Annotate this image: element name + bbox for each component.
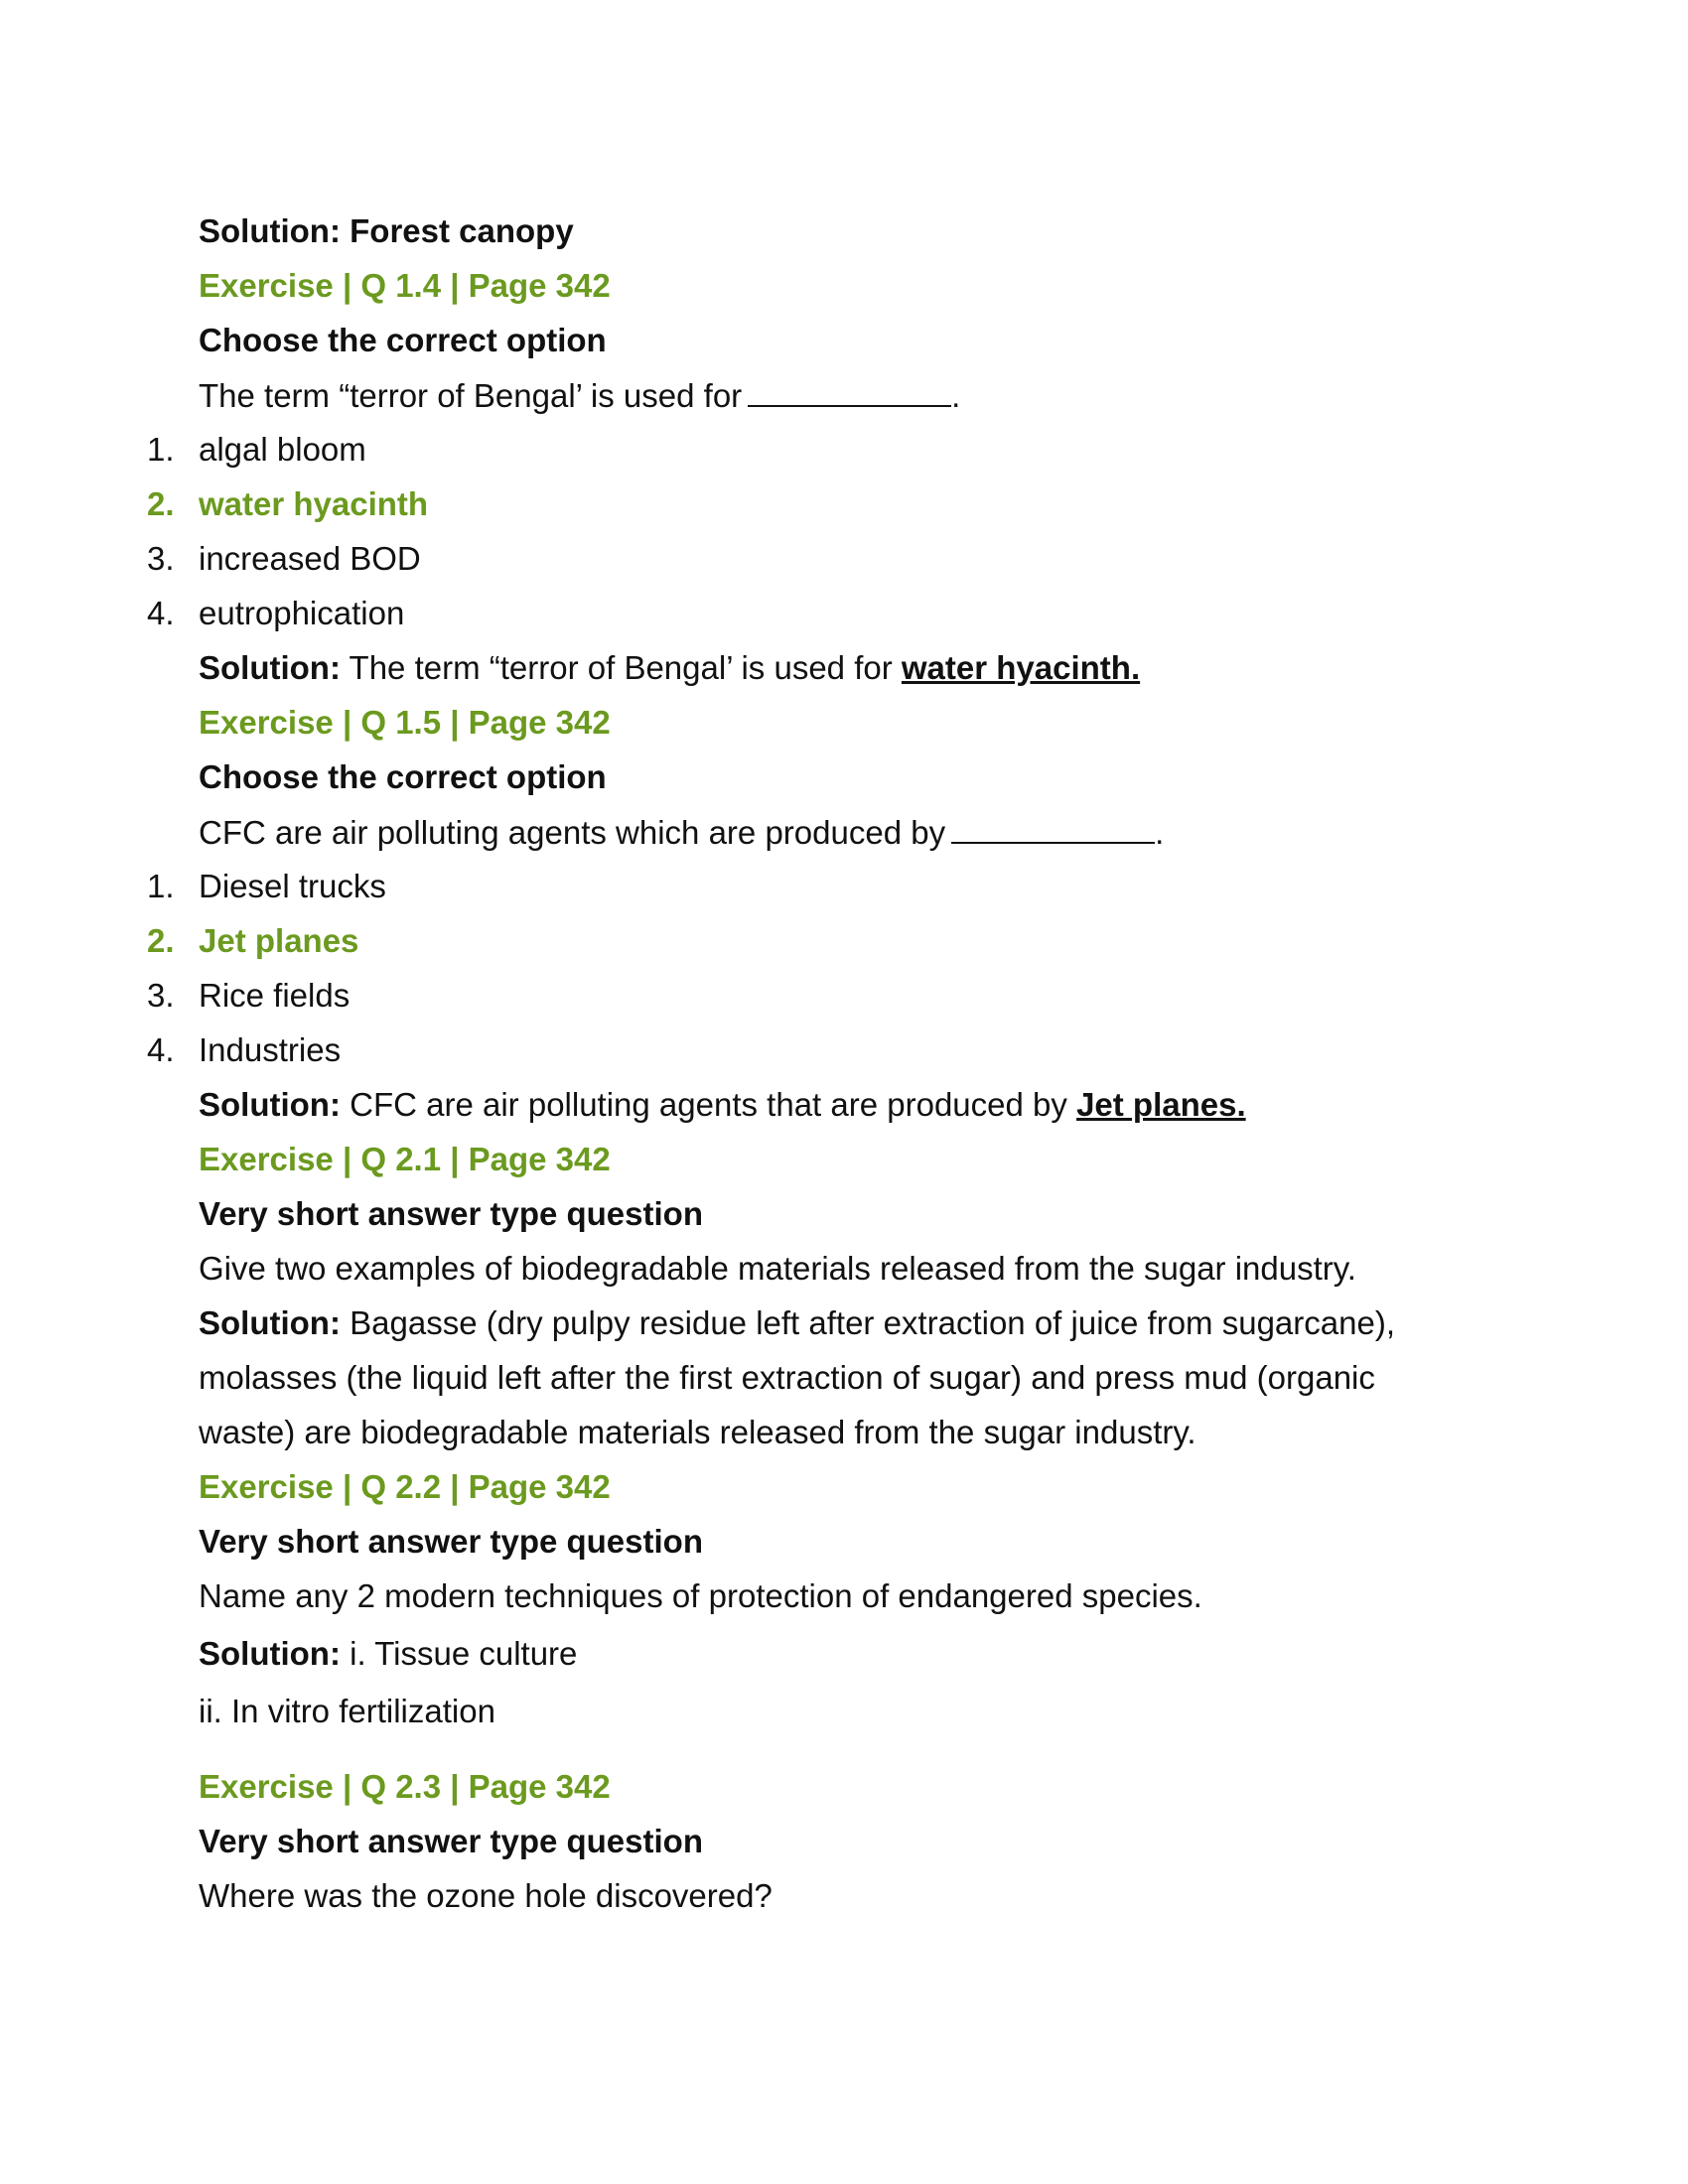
question-type-q2-1: Very short answer type question <box>199 1195 703 1232</box>
exercise-heading-q2-2: Exercise | Q 2.2 | Page 342 <box>199 1468 611 1505</box>
solution-line: ii. In vitro fertilization <box>199 1693 495 1729</box>
question-end: . <box>1155 814 1165 851</box>
solution-q2-1 <box>199 1303 1395 1343</box>
question-text-q1-5 <box>199 812 1164 853</box>
option-number: 3. <box>147 540 175 577</box>
option-text: increased BOD <box>199 540 421 577</box>
question-text-q2-1: Give two examples of biodegradable materials released from the sugar industry. <box>199 1250 1356 1287</box>
answer-blank <box>951 812 1155 844</box>
question-text-q2-3: Where was the ozone hole discovered? <box>199 1877 773 1914</box>
exercise-heading-q2-1: Exercise | Q 2.1 | Page 342 <box>199 1141 611 1177</box>
exercise-heading-q2-3: Exercise | Q 2.3 | Page 342 <box>199 1768 611 1805</box>
option-number: 4. <box>147 1031 175 1068</box>
solution-q1-5 <box>199 1085 1246 1125</box>
question-text-q1-4 <box>199 375 960 416</box>
option-text-correct: Jet planes <box>199 922 359 959</box>
question-type-q1-4: Choose the correct option <box>199 322 607 358</box>
solution-q1-4 <box>199 648 1140 688</box>
solution-label: Solution: <box>199 1304 341 1341</box>
option-number: 3. <box>147 977 175 1014</box>
answer-blank <box>748 375 951 407</box>
option-text: Diesel trucks <box>199 868 386 904</box>
exercise-heading-q1-5: Exercise | Q 1.5 | Page 342 <box>199 704 611 741</box>
option-number: 4. <box>147 595 175 631</box>
question-text: The term “terror of Bengal’ is used for <box>199 377 743 414</box>
solution-text: i. Tissue culture <box>350 1635 578 1672</box>
question-text: CFC are air polluting agents which are produced by <box>199 814 946 851</box>
question-type-q1-5: Choose the correct option <box>199 758 607 795</box>
option-text: Rice fields <box>199 977 351 1014</box>
solution-answer: water hyacinth. <box>901 649 1141 686</box>
solution-line: waste) are biodegradable materials released from the sugar industry. <box>199 1414 1196 1450</box>
option-number: 1. <box>147 868 175 904</box>
solution-text: Bagasse (dry pulpy residue left after extraction of juice from sugarcane), <box>350 1304 1395 1341</box>
option-text: eutrophication <box>199 595 405 631</box>
question-text-q2-2: Name any 2 modern techniques of protection of endangered species. <box>199 1577 1202 1614</box>
solution-line: molasses (the liquid left after the first extraction of sugar) and press mud (organic <box>199 1359 1375 1396</box>
question-type-q2-2: Very short answer type question <box>199 1523 703 1560</box>
solution-q2-2 <box>199 1634 577 1674</box>
option-text: algal bloom <box>199 431 366 468</box>
option-text-correct: water hyacinth <box>199 485 429 522</box>
solution-text: The term “terror of Bengal’ is used for <box>349 649 893 686</box>
exercise-heading-q1-4: Exercise | Q 1.4 | Page 342 <box>199 267 611 304</box>
solution-forest-canopy: Solution: Forest canopy <box>199 212 574 249</box>
option-number: 1. <box>147 431 175 468</box>
solution-text: CFC are air polluting agents that are produced by <box>350 1086 1067 1123</box>
solution-label: Solution: <box>199 649 341 686</box>
solution-label: Solution: <box>199 1635 341 1672</box>
option-number-correct: 2. <box>147 485 175 522</box>
question-type-q2-3: Very short answer type question <box>199 1823 703 1859</box>
solution-answer: Jet planes. <box>1076 1086 1246 1123</box>
solution-label: Solution: <box>199 1086 341 1123</box>
question-end: . <box>951 377 961 414</box>
option-number-correct: 2. <box>147 922 175 959</box>
option-text: Industries <box>199 1031 342 1068</box>
